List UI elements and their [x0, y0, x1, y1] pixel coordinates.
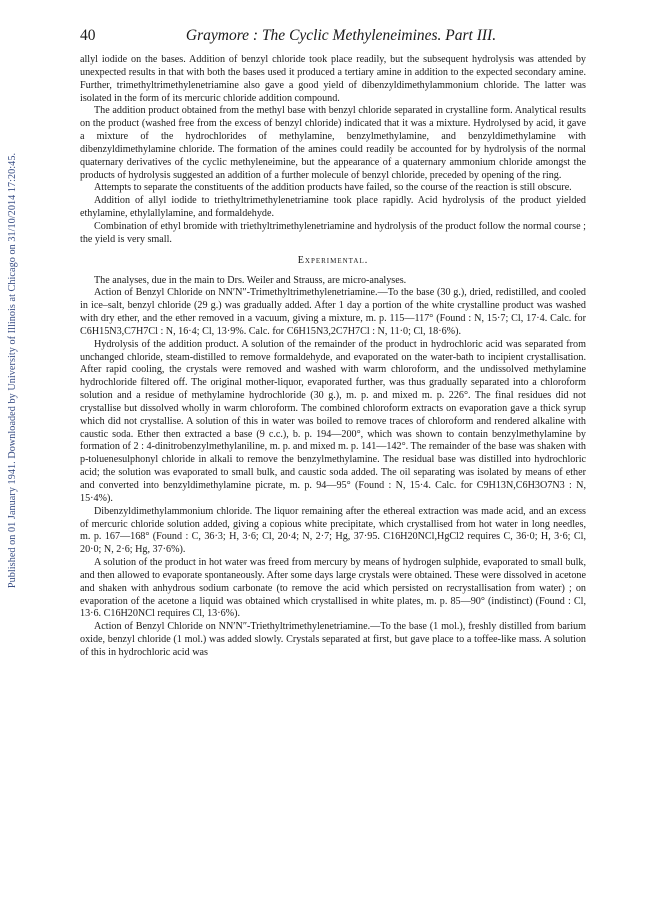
paragraph: Attempts to separate the constituents of the addition products have failed, so the course of the reaction is still obscure.: [94, 182, 572, 194]
running-head: [80, 27, 586, 49]
paragraph: Hydrolysis of the addition product. A solution of the remainder of the product in hydrochloric acid was separated from unchanged chloride, steam-distilled to remove formaldehyde, and evaporated on the water-bath to incipient crystallisation. After rapid cooling, the crystals were removed and washed with warm chloroform, and the undissolved methylamine hydrochloride filtered off. The original mother-liquor, evaporated further, was thus gradually separated into a chloroform solution and a residue of methylamine hydrochloride (30 g.), m. p. and mixed m. p. 226°. The final residues did not crystallise but dissolved wholly in warm chloroform. The combined chloroform extracts on evaporation gave a thick syrup which did not crystallise. A solution of this in water was boiled to remove traces of chloroform and rendered alkaline with caustic soda. Ether then extracted a base (9 c.c.), b. p. 194—200°, which was shown to contain benzylmethylamine by formation of 2 : 4-dinitrobenzylmethylaniline, m. p. and mixed m. p. 141—142°. The remainder of the base was shaken with p-toluenesulphonyl chloride in alkali to remove the benzylmethylamine. The residual base was distilled into hydrochloric acid; the solution was evaporated to small bulk, and caustic soda added. The oil separating was isolated by means of ether and converted into benzyldimethylamine picrate, m. p. 94—95° (Found : N, 15·4. Calc. for C9H13N,C6H3O7N3 : N, 15·4%).: [80, 338, 586, 504]
section-heading-experimental: Experimental.: [297, 254, 369, 266]
paragraph: The addition product obtained from the methyl base with benzyl chloride separated in crystalline form. Analytical results on the product (washed free from the excess of benzyl chloride) indicated that it was a mixture. Hydrolysed by acid, it gave a mixture of the hydrochlorides of methylamine, benzylmethylamine, and benzyldimethylamine with dibenzyldimethylamine chloride. The formation of the amines could readily be accounted for by hydrolysis of the normal quaternary derivatives of the cyclic methyleneimine, but the appearance of a quaternary ammonium chloride amongst the products of hydrolysis suggested an addition of a further molecule of benzyl chloride, preceded by opening of the ring.: [80, 105, 586, 181]
paragraph: allyl iodide on the bases. Addition of benzyl chloride took place readily, but the subsequent hydrolysis was attended by unexpected results in that with both the bases used it produced a tertiary amine in addition to the expected secondary amine. Further, trimethyltrimethylenetriamine also gave a good yield of dibenzyldimethylammonium chloride. The latter was isolated in the form of its mercuric chloride addition compound.: [80, 54, 586, 104]
paragraph: Addition of allyl iodide to triethyltrimethylenetriamine took place rapidly. Acid hydrolysis of the product yielded ethylamine, ethylallylamine, and formaldehyde.: [80, 195, 586, 220]
paragraph: The analyses, due in the main to Drs. Weiler and Strauss, are micro-analyses.: [94, 274, 407, 286]
paragraph: Action of Benzyl Chloride on NN′N″-Trimethyltrimethylenetriamine.—To the base (30 g.), dried, redistilled, and cooled in ice–salt, benzyl chloride (29 g.) was gradually added. After 1 day a portion of the white crystalline product was washed with dry ether, and the ether removed in a vacuum, giving a mixture, m. p. 115—117° (Found : N, 15·7; Cl, 17·4. Calc. for C6H15N3,C7H7Cl : N, 16·4; Cl, 13·9%. Calc. for C6H15N3,2C7H7Cl : N, 11·0; Cl, 18·6%).: [80, 287, 586, 337]
running-title: Graymore : The Cyclic Methyleneimines. Part III.: [185, 27, 497, 44]
body-text: [80, 54, 586, 660]
download-stamp: [0, 110, 26, 630]
paragraph: Dibenzyldimethylammonium chloride. The liquor remaining after the ethereal extraction was made acid, and an excess of mercuric chloride solution added, giving a copious white precipitate, which crystallised from hot water in long needles, m. p. 167—168° (Found : C, 36·3; H, 3·6; Cl, 20·4; N, 2·7; Hg, 37·95. C16H20NCl,HgCl2 requires C, 36·0; H, 3·6; Cl, 20·0; N, 2·6; Hg, 37·6%).: [80, 505, 586, 556]
page-number: 40: [80, 27, 96, 44]
paragraph: Combination of ethyl bromide with triethyltrimethylenetriamine and hydrolysis of the product follow the normal course ; the yield is very small.: [80, 220, 586, 245]
journal-page: [80, 27, 586, 660]
paragraph: A solution of the product in hot water was freed from mercury by means of hydrogen sulphide, evaporated to small bulk, and then allowed to evaporate spontaneously. After some days large crystals were obtained. These were dissolved in acetone and shaken with anhydrous sodium carbonate (to remove the acid which persisted on recrystallisation from water) ; on evaporation of the acetone a liquid was obtained which crystallised in white plates, m. p. 85—90° (indistinct) (Found : Cl, 13·6. C16H20NCl requires Cl, 13·6%).: [80, 557, 586, 620]
download-stamp-text: Published on 01 January 1941. Downloaded by University of Illinois at Chicago on 31/10/2014 17:20:45.: [7, 152, 19, 588]
paragraph: Action of Benzyl Chloride on NN′N″-Triethyltrimethylenetriamine.—To the base (1 mol.), freshly distilled from barium oxide, benzyl chloride (1 mol.) was added slowly. Crystals separated at first, but gave place to a toffee-like mass. A solution of this in hydrochloric acid was: [80, 621, 586, 658]
